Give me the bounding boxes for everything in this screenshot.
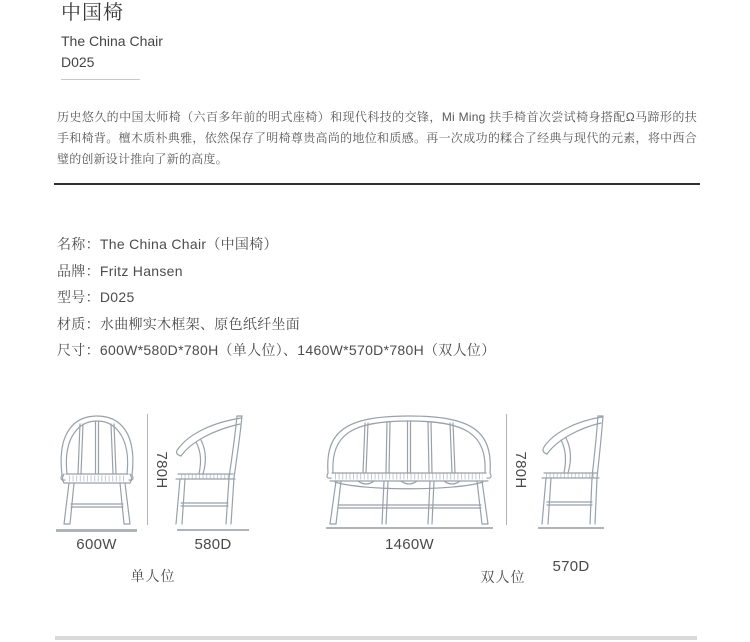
product-title: 中国椅 — [61, 2, 124, 24]
width-dimension-line-double — [326, 527, 493, 529]
title-underline — [61, 79, 140, 80]
height-dimension-line-single — [147, 414, 148, 525]
spec-list — [57, 231, 496, 364]
double-seat-caption: 双人位 — [480, 569, 526, 585]
width-dimension-label-single: 600W — [76, 536, 117, 553]
height-dimension-label-single: 780H — [153, 451, 171, 489]
single-seat-caption: 单人位 — [130, 568, 176, 584]
spec-row-size: 尺寸：600W*580D*780H（单人位）、1460W*570D*780H（双人位） — [57, 342, 496, 358]
spec-row-material: 材质：水曲柳实木框架、原色纸纤坐面 — [57, 315, 301, 332]
bottom-divider — [55, 636, 697, 640]
double-chair-front-drawing — [322, 411, 496, 527]
product-subtitle: The China Chair — [61, 33, 163, 49]
spec-row-brand: 品牌：Fritz Hansen — [57, 262, 183, 279]
single-chair-front-drawing — [54, 411, 140, 527]
depth-dimension-label-double: 570D — [552, 558, 590, 575]
double-chair-side-drawing — [540, 411, 612, 527]
depth-dimension-label-single: 580D — [194, 536, 232, 553]
section-divider — [54, 183, 700, 185]
product-description: 历史悠久的中国太师椅（六百多年前的明式座椅）和现代科技的交锋，Mi Ming 扶手椅首次尝试椅身搭配Ω马蹄形的扶手和椅背。檀木质朴典雅，依然保存了明椅尊贵高尚的地位和质感。再一次成功的糅合了经典与现代的元素，将中西合璧的创新设计推向了新的高度。 — [57, 110, 697, 166]
depth-dimension-line-double — [538, 527, 604, 529]
depth-dimension-line-single — [177, 529, 249, 531]
product-model-code: D025 — [61, 54, 95, 70]
width-dimension-line-single — [56, 529, 137, 532]
height-dimension-label-double: 780H — [512, 451, 530, 489]
height-dimension-line-double — [506, 414, 507, 525]
width-dimension-label-double: 1460W — [384, 536, 435, 553]
spec-row-name: 名称：The China Chair（中国椅） — [57, 236, 278, 252]
single-chair-side-drawing — [172, 411, 252, 527]
spec-row-model: 型号：D025 — [57, 289, 135, 305]
